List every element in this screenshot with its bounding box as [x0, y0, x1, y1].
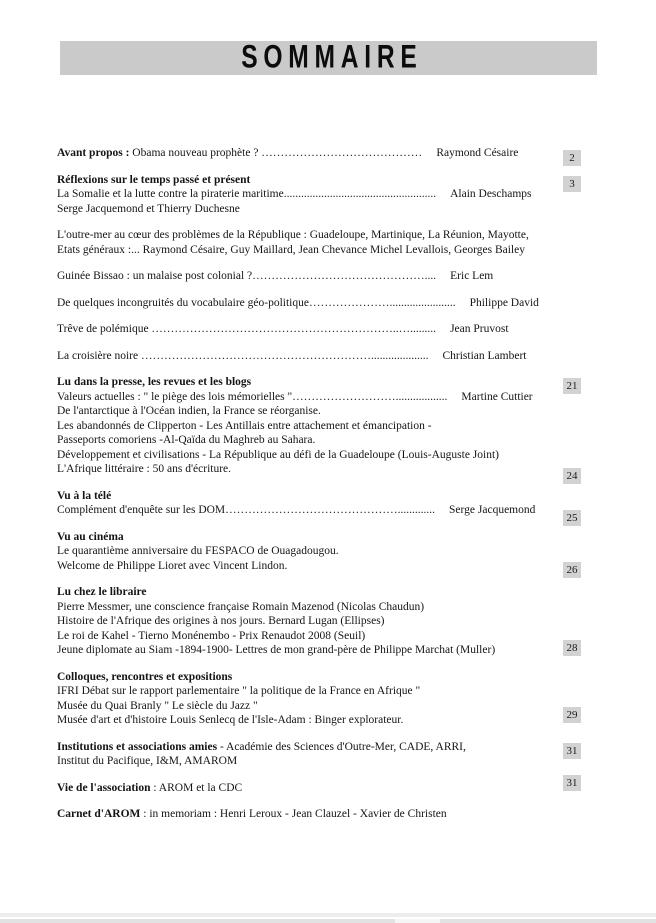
horizontal-scrollbar[interactable] — [0, 912, 656, 923]
entry-text: : AROM et la CDC — [150, 781, 243, 794]
entry-text: IFRI Débat sur le rapport parlementaire " la politique de la France en Afrique " — [57, 685, 421, 697]
page-number-badge: 26 — [563, 562, 581, 578]
entry-text: Etats généraux :... Raymond Césaire, Guy Maillard, Jean Chevance Michel Levallois, Georges Bailey — [57, 243, 525, 256]
entry-text: Passeports comoriens -Al-Qaïda du Maghreb au Sahara. — [57, 434, 316, 446]
toc-entry-complement-dom — [57, 503, 602, 518]
toc-entry-valeurs — [57, 390, 602, 405]
entry-text: Obama nouveau prophète ? …………………………………… — [129, 147, 423, 159]
page-number-badge: 21 — [563, 378, 581, 394]
page-title: SOMMAIRE — [240, 39, 422, 76]
entry-author: Eric Lem — [450, 270, 494, 282]
entry-text: Le roi de Kahel - Tierno Monénembo - Prix Renaudot 2008 (Seuil) — [57, 629, 366, 642]
page-number-badge: 28 — [563, 640, 581, 656]
toc-entry-guinee-bissao — [57, 269, 602, 284]
entry-author: Christian Lambert — [442, 349, 527, 362]
scrollbar-track[interactable] — [0, 919, 656, 923]
section-heading: Colloques, rencontres et expositions — [57, 670, 233, 683]
section-heading: Lu dans la presse, les revues et les blogs — [57, 376, 252, 388]
scrollbar-edge — [0, 913, 656, 917]
toc-entry-histoire-afrique — [57, 614, 602, 629]
entry-text: Le quarantième anniversaire du FESPACO de Ouagadougou. — [57, 545, 339, 557]
toc-entry-somalie — [57, 187, 602, 202]
toc-entry-authors-cont — [57, 202, 602, 217]
entry-text: Musée du Quai Branly " Le siècle du Jazz " — [57, 699, 258, 712]
toc-entry-afrique-litteraire — [57, 462, 602, 477]
section-heading: Vie de l'association — [57, 781, 151, 794]
toc-entry-messmer — [57, 600, 602, 615]
entry-text: Complément d'enquête sur les DOM………………………………………............. — [57, 504, 436, 516]
page-number-badge: 3 — [563, 176, 581, 192]
page-number-badge: 2 — [563, 150, 581, 166]
entry-text: Guinée Bissao : un malaise post colonial ?……………………………………….... — [57, 270, 437, 282]
entry-text: La Somalie et la lutte contre la piraterie maritime..................................................... — [57, 188, 437, 200]
entry-text: Musée d'art et d'histoire Louis Senlecq de l'Isle-Adam : Binger explorateur. — [57, 714, 404, 726]
page-number-badge: 31 — [563, 775, 581, 791]
entry-author: Raymond Césaire — [436, 147, 519, 159]
entry-text: Institut du Pacifique, I&M, AMAROM — [57, 755, 238, 767]
toc-entry-outre-mer — [57, 228, 602, 243]
entry-text: Trêve de polémique ………………………………………………………..…......... — [57, 323, 437, 335]
entry-text: Les abandonnés de Clipperton - Les Antillais entre attachement et émancipation - — [57, 419, 432, 432]
entry-author: Martine Cuttier — [461, 390, 533, 403]
toc-entry-quai-branly — [57, 699, 602, 714]
toc-entry-croisiere — [57, 349, 602, 364]
section-heading: Réflexions sur le temps passé et présent — [57, 173, 251, 186]
toc-section-presse — [57, 375, 602, 390]
page-number-badge: 31 — [563, 743, 581, 759]
section-heading: Carnet d'AROM — [57, 808, 141, 820]
entry-text: De l'antarctique à l'Océan indien, la France se réorganise. — [57, 405, 321, 417]
toc-entry-antarctique — [57, 404, 602, 419]
page-number-badge: 25 — [563, 510, 581, 526]
entry-author: Alain Deschamps — [450, 188, 532, 200]
entry-author: Jean Pruvost — [450, 323, 509, 335]
toc-entry-fespaco — [57, 544, 602, 559]
entry-text: La croisière noire …………………………………………………….................... — [57, 349, 429, 362]
entry-text: - Académie des Sciences d'Outre-Mer, CADE, ARRI, — [217, 740, 466, 753]
toc-section-tele — [57, 489, 602, 504]
entry-text: Serge Jacquemond et Thierry Duchesne — [57, 202, 240, 215]
entry-text: Welcome de Philippe Lioret avec Vincent Lindon. — [57, 559, 288, 572]
toc-section-carnet-arom — [57, 807, 602, 822]
section-heading: Lu chez le libraire — [57, 586, 147, 598]
toc-entry-welcome — [57, 559, 602, 574]
toc-section-reflexions — [57, 173, 602, 188]
entry-text: De quelques incongruités du vocabulaire géo-politique…………………....................... — [57, 296, 456, 309]
toc-entry-roi-kahel — [57, 629, 602, 644]
title-band — [60, 41, 597, 75]
toc-entry-incongruites — [57, 296, 602, 311]
toc-entry-institut-pacifique — [57, 754, 602, 769]
toc-entry-passeports — [57, 433, 602, 448]
toc-entry-clipperton — [57, 419, 602, 434]
toc-section-libraire — [57, 585, 602, 600]
toc-entry-etats-generaux — [57, 243, 602, 258]
toc-entry-avant-propos — [57, 146, 602, 161]
toc-section-cinema — [57, 530, 602, 545]
toc-entry-jeune-diplomate — [57, 643, 602, 658]
page-number-badge: 29 — [563, 707, 581, 723]
entry-text: Pierre Messmer, une conscience française Romain Mazenod (Nicolas Chaudun) — [57, 600, 425, 613]
section-heading: Vu à la télé — [57, 489, 112, 502]
entry-text: L'outre-mer au cœur des problèmes de la République : Guadeloupe, Martinique, La Réunion, Mayotte, — [57, 229, 529, 241]
page-number-badge: 24 — [563, 468, 581, 484]
entry-text: L'Afrique littéraire : 50 ans d'écriture. — [57, 463, 232, 475]
entry-text: Valeurs actuelles : " le piège des lois mémorielles "……………………….................. — [57, 390, 448, 403]
toc-section-vie-association — [57, 781, 602, 796]
toc-entry-treve — [57, 322, 602, 337]
entry-author: Serge Jacquemond — [449, 504, 536, 516]
scrollbar-thumb[interactable] — [395, 919, 440, 923]
entry-author: Philippe David — [469, 296, 539, 309]
toc-entry-ifri — [57, 684, 602, 699]
entry-lead: Avant propos : — [57, 147, 130, 159]
entry-text: : in memoriam : Henri Leroux - Jean Clauzel - Xavier de Christen — [140, 808, 447, 820]
section-heading: Vu au cinéma — [57, 530, 124, 543]
section-heading: Institutions et associations amies — [57, 740, 218, 753]
entry-text: Histoire de l'Afrique des origines à nos jours. Bernard Lugan (Ellipses) — [57, 615, 385, 627]
toc-section-colloques — [57, 670, 602, 685]
toc-entry-senlecq — [57, 713, 602, 728]
entry-text: Jeune diplomate au Siam -1894-1900- Lettres de mon grand-père de Philippe Marchat (Muller) — [57, 644, 496, 656]
table-of-contents — [57, 146, 602, 822]
toc-section-institutions — [57, 740, 602, 755]
entry-text: Développement et civilisations - La République au défi de la Guadeloupe (Louis-Auguste Joint) — [57, 448, 499, 461]
toc-entry-developpement — [57, 448, 602, 463]
